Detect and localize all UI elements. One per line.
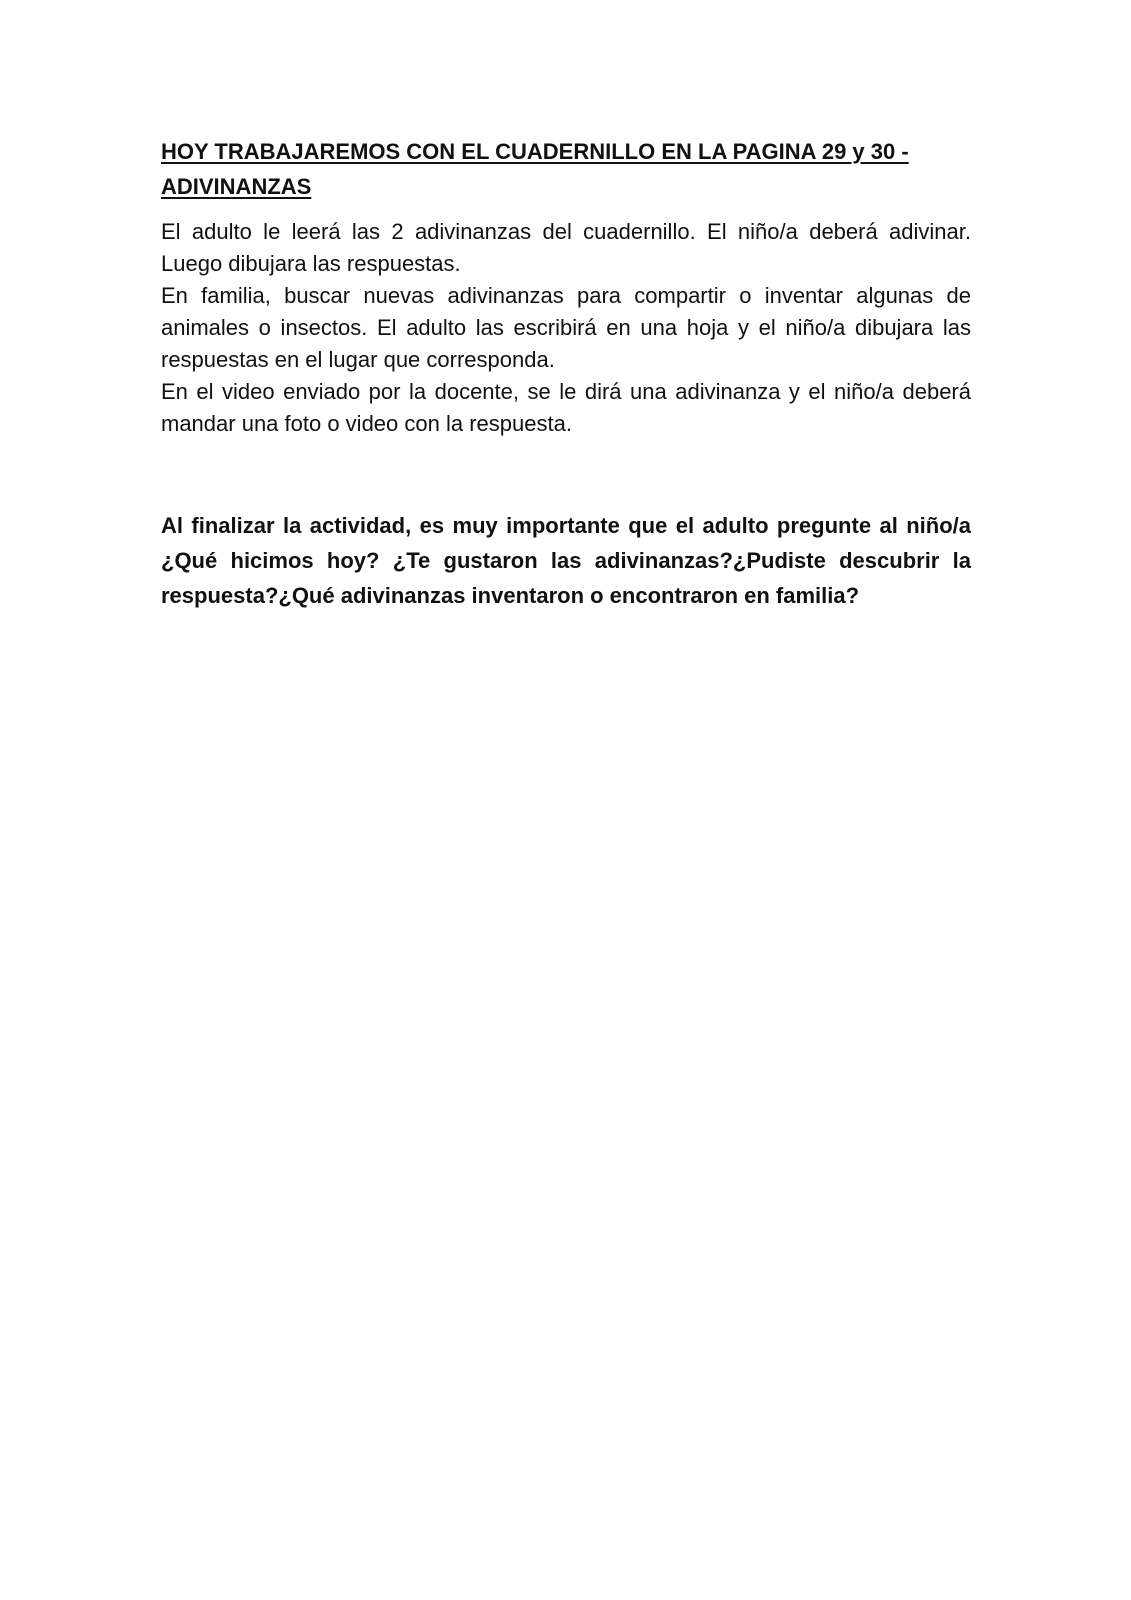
- heading-line-1: HOY TRABAJAREMOS CON EL CUADERNILLO EN LA PAGINA 29 y 30 -: [161, 139, 909, 164]
- document-heading: [161, 134, 971, 204]
- heading-line-2: ADIVINANZAS: [161, 174, 312, 199]
- instructions-body: [161, 216, 971, 440]
- closing-questions: Al finalizar la actividad, es muy importante que el adulto pregunte al niño/a ¿Qué hicimos hoy? ¿Te gustaron las adivinanzas?¿Pudiste descubrir la respuesta?¿Qué adivinanzas inventaron o encontraron en familia?: [161, 513, 971, 608]
- paragraph-family-riddles: En familia, buscar nuevas adivinanzas para compartir o inventar algunas de animales o insectos. El adulto las escribirá en una hoja y el niño/a dibujara las respuestas en el lugar que corresponda.: [161, 283, 971, 372]
- paragraph-read-riddles: El adulto le leerá las 2 adivinanzas del cuadernillo. El niño/a deberá adivinar. Luego dibujara las respuestas.: [161, 219, 971, 276]
- paragraph-video-riddle: En el video enviado por la docente, se le dirá una adivinanza y el niño/a deberá mandar una foto o video con la respuesta.: [161, 379, 971, 436]
- document-content: [161, 134, 971, 635]
